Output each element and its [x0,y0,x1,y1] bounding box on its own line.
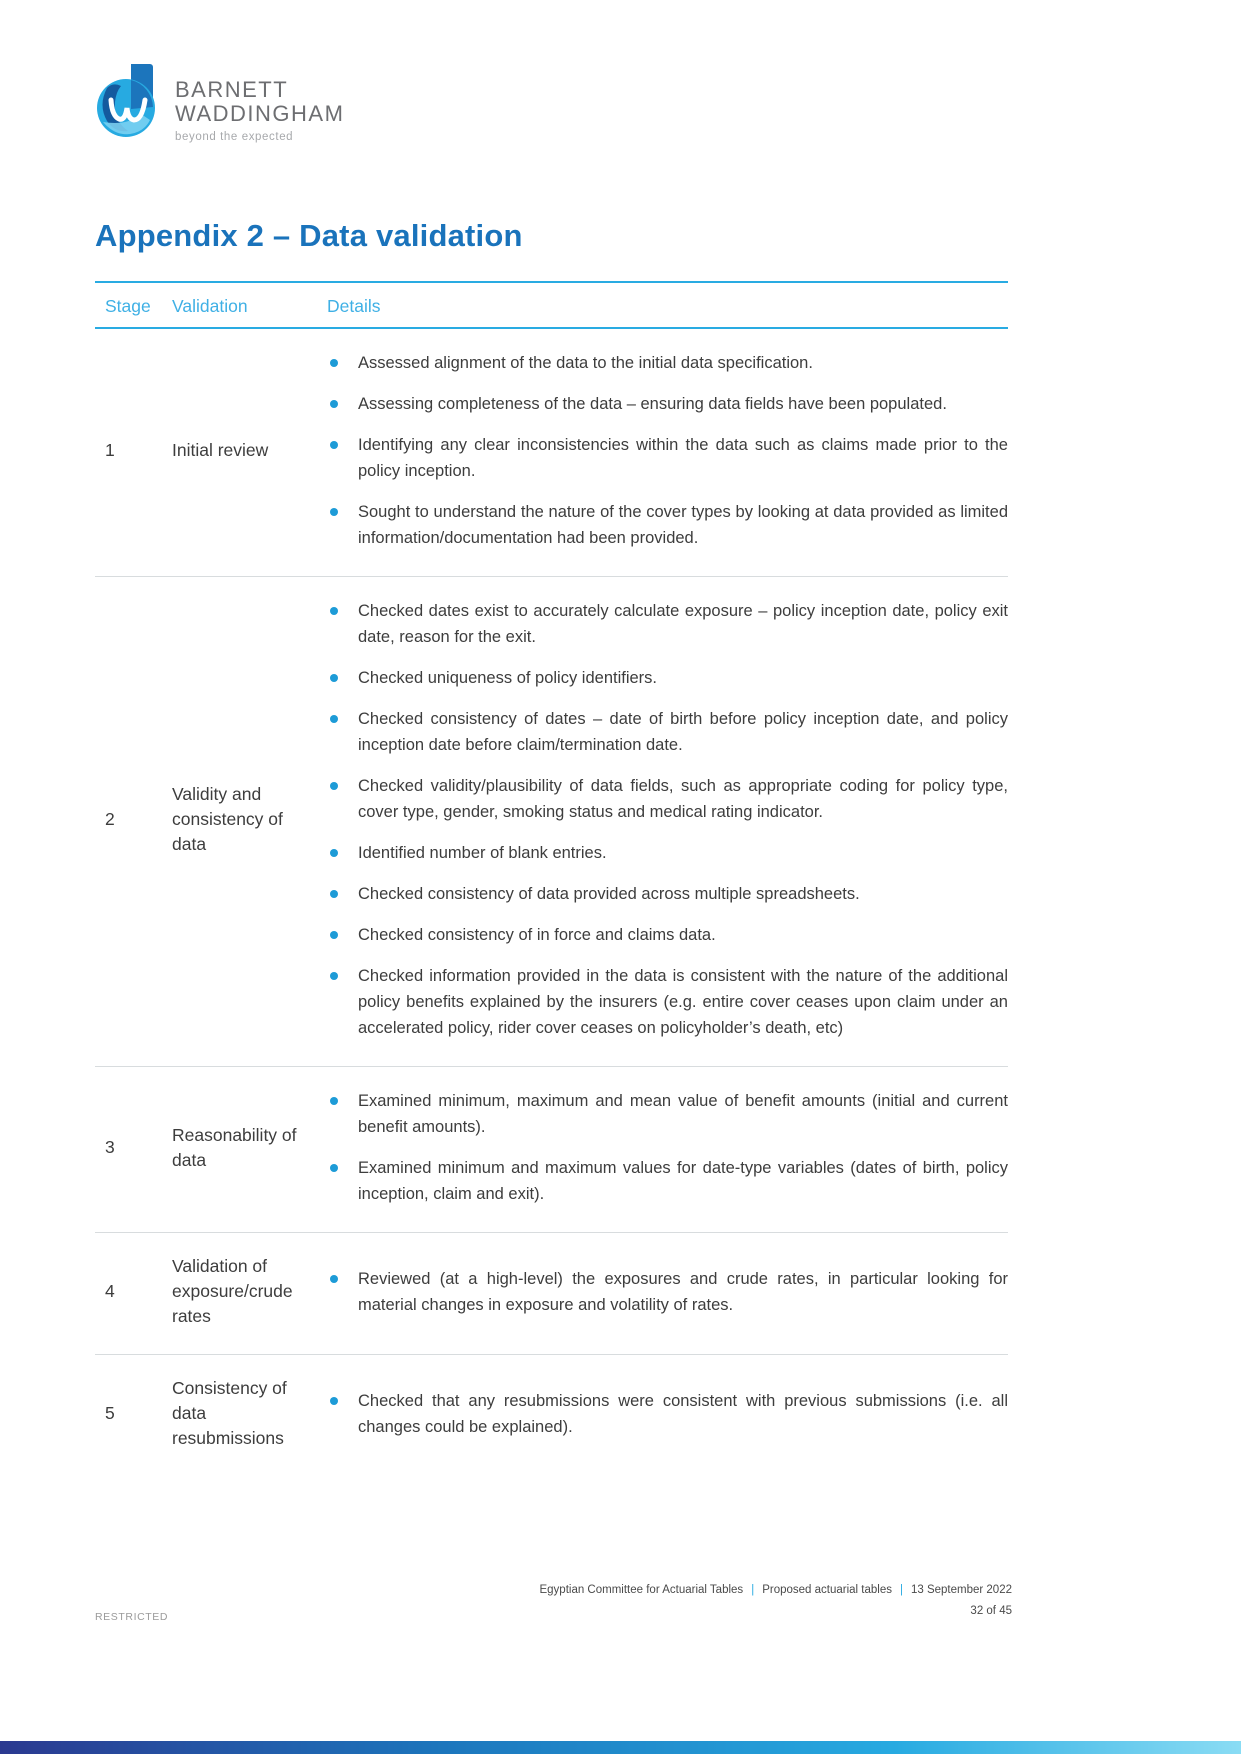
footer-separator: | [899,1584,903,1596]
company-logo [95,62,344,143]
detail-bullet-item [327,963,1008,1041]
footer-separator: | [751,1584,755,1596]
table-row [95,1233,1008,1355]
detail-bullet-item [327,665,1008,691]
stage-number: 4 [105,1281,115,1301]
detail-text: Checked dates exist to accurately calculate exposure – policy inception date, policy exit date, reason for the exit. [358,602,1008,646]
detail-bullet-item [327,773,1008,825]
validation-label: Validity and consistency of data [172,784,283,854]
detail-bullet-item [327,881,1008,907]
validation-label: Consistency of data resubmissions [172,1378,287,1448]
footer-doc-title: Proposed actuarial tables [762,1584,892,1596]
stage-number: 5 [105,1403,115,1423]
validation-label: Initial review [172,440,269,460]
detail-text: Checked validity/plausibility of data fields, such as appropriate coding for policy type, cover type, gender, smoking status and medical rating indicator. [358,777,1008,821]
page-title: Appendix 2 – Data validation [95,218,523,253]
bullet-icon [327,432,358,458]
details-list [327,598,1008,1041]
detail-text: Checked consistency of dates – date of birth before policy inception date, and policy inception date before claim/termination date. [358,710,1008,754]
classification-label: RESTRICTED [95,1611,169,1623]
details-list [327,1088,1008,1207]
bullet-icon [327,773,358,799]
detail-text: Assessed alignment of the data to the initial data specification. [358,354,813,372]
detail-bullet-item [327,350,1008,376]
detail-bullet-item [327,499,1008,551]
details-list [327,1388,1008,1440]
column-header-details: Details [327,296,381,316]
detail-text: Identified number of blank entries. [358,844,607,862]
detail-text: Assessing completeness of the data – ensuring data fields have been populated. [358,395,947,413]
detail-text: Examined minimum and maximum values for date-type variables (dates of birth, policy inception, claim and exit). [358,1159,1008,1203]
detail-text: Checked that any resubmissions were consistent with previous submissions (i.e. all changes could be explained). [358,1391,1008,1436]
bullet-icon [327,499,358,525]
detail-bullet-item [327,598,1008,650]
detail-bullet-item [327,1088,1008,1140]
stage-number: 2 [105,809,115,829]
detail-text: Examined minimum, maximum and mean value of benefit amounts (initial and current benefit amounts). [358,1092,1008,1136]
footer-meta [95,1584,1012,1617]
validation-label: Validation of exposure/crude rates [172,1256,293,1326]
bullet-icon [327,840,358,866]
main-content [95,218,1008,1476]
logo-name-line1: BARNETT [175,77,289,102]
detail-bullet-item [327,1155,1008,1207]
table-row [95,1355,1008,1476]
bullet-icon [327,881,358,907]
detail-text: Checked information provided in the data is consistent with the nature of the additional policy benefits explained by the insurers (e.g. entire cover ceases upon claim under an accelerated policy, rider cover ceases on policyholder’s death, etc) [358,967,1008,1037]
detail-text: Checked consistency of data provided across multiple spreadsheets. [358,885,860,903]
detail-bullet-item [327,391,1008,417]
logo-name-line2: WADDINGHAM [175,101,345,126]
stage-number: 3 [105,1137,115,1157]
detail-bullet-item [327,1388,1008,1440]
table-row [95,329,1008,577]
bullet-icon [327,1088,358,1114]
table-header-row [95,283,1008,329]
validation-table [95,283,1008,1476]
footer-date: 13 September 2022 [910,1584,1012,1596]
detail-text: Sought to understand the nature of the cover types by looking at data provided as limited information/documentation had been provided. [358,503,1008,547]
bullet-icon [327,391,358,417]
column-header-stage: Stage [105,296,151,316]
detail-bullet-item [327,432,1008,484]
bullet-icon [327,1266,358,1292]
bullet-icon [327,963,358,989]
details-list [327,350,1008,551]
stage-number: 1 [105,440,115,460]
bullet-icon [327,350,358,376]
detail-bullet-item [327,1266,1008,1318]
bullet-icon [327,706,358,732]
column-header-validation: Validation [172,296,248,316]
detail-text: Reviewed (at a high-level) the exposures and crude rates, in particular looking for material changes in exposure and volatility of rates. [358,1269,1008,1314]
detail-text: Checked consistency of in force and claims data. [358,926,716,944]
bullet-icon [327,1388,358,1414]
detail-text: Identifying any clear inconsistencies within the data such as claims made prior to the policy inception. [358,436,1008,480]
table-body [95,329,1008,1476]
table-row [95,1067,1008,1233]
detail-text: Checked uniqueness of policy identifiers. [358,669,658,687]
bw-logo-mark-icon [95,62,161,142]
validation-label: Reasonability of data [172,1124,297,1170]
page-number: 32 of 45 [970,1605,1012,1617]
footer-committee: Egyptian Committee for Actuarial Tables [539,1584,744,1596]
table-row [95,577,1008,1067]
bullet-icon [327,665,358,691]
footer-meta-line [95,1584,1012,1596]
bullet-icon [327,1155,358,1181]
detail-bullet-item [327,922,1008,948]
bullet-icon [327,922,358,948]
detail-bullet-item [327,840,1008,866]
detail-bullet-item [327,706,1008,758]
logo-tagline: beyond the expected [175,131,294,143]
details-list [327,1266,1008,1318]
bullet-icon [327,598,358,624]
bottom-accent-bar [0,1741,1241,1754]
